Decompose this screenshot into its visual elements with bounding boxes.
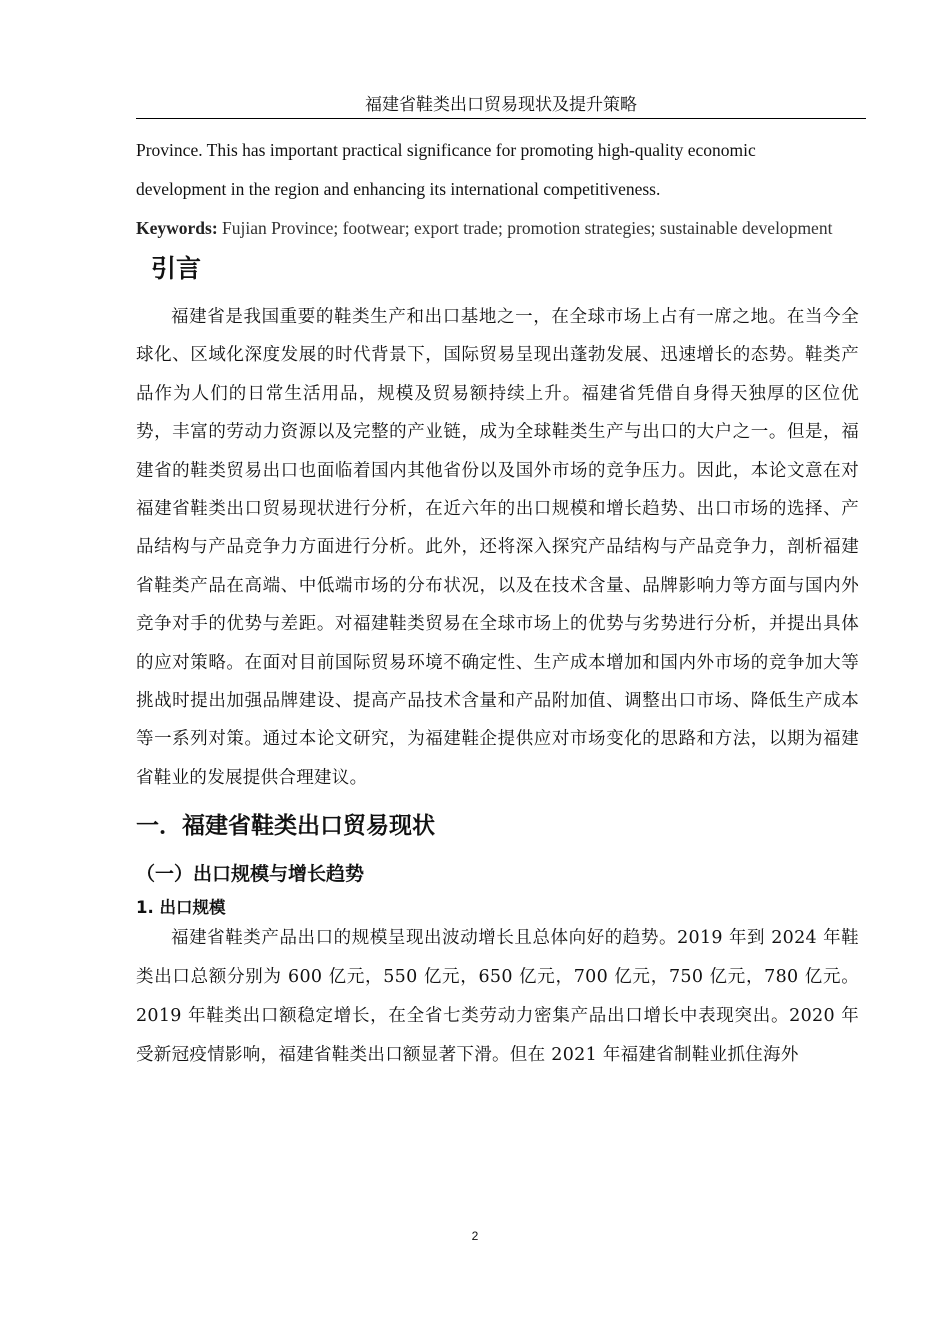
section-1-1-heading: （一）出口规模与增长趋势	[136, 863, 365, 886]
section-1-heading: 一．福建省鞋类出口贸易现状	[136, 813, 435, 840]
abstract-line-1: Province. This has important practical significance for promoting high-quality economic	[136, 140, 756, 160]
header-divider	[136, 118, 866, 119]
section-1-1-1-heading: 1. 出口规模	[136, 898, 226, 918]
intro-heading: 引言	[151, 254, 202, 283]
page-number: 2	[471, 1229, 479, 1243]
keywords-paragraph	[136, 209, 859, 248]
keywords-label: Keywords:	[136, 218, 218, 238]
page-content	[136, 131, 859, 1075]
keywords-text: Fujian Province; footwear; export trade; promotion strategies; sustainable development	[217, 218, 833, 238]
abstract-line-2: development in the region and enhancing its international competitiveness.	[136, 179, 661, 199]
intro-paragraph: 福建省是我国重要的鞋类生产和出口基地之一，在全球市场上占有一席之地。在当今全球化、区域化深度发展的时代背景下，国际贸易呈现出蓬勃发展、迅速增长的态势。鞋类产品作为人们的日常生活用品，规模及贸易额持续上升。福建省凭借自身得天独厚的区位优势，丰富的劳动力资源以及完整的产业链，成为全球鞋类生产与出口的大户之一。但是，福建省的鞋类贸易出口也面临着国内其他省份以及国外市场的竞争压力。因此，本论文意在对福建省鞋类出口贸易现状进行分析，在近六年的出口规模和增长趋势、出口市场的选择、产品结构与产品竞争力方面进行分析。此外，还将深入探究产品结构与产品竞争力，剖析福建省鞋类产品在高端、中低端市场的分布状况，以及在技术含量、品牌影响力等方面与国内外竞争对手的优势与差距。对福建鞋类贸易在全球市场上的优势与劣势进行分析，并提出具体的应对策略。在面对目前国际贸易环境不确定性、生产成本增加和国内外市场的竞争加大等挑战时提出加强品牌建设、提高产品技术含量和产品附加值、调整出口市场、降低生产成本等一系列对策。通过本论文研究，为福建鞋企提供应对市场变化的思路和方法，以期为福建省鞋业的发展提供合理建议。	[136, 307, 859, 788]
running-header-title: 福建省鞋类出口贸易现状及提升策略	[365, 95, 637, 115]
export-scale-paragraph: 福建省鞋类产品出口的规模呈现出波动增长且总体向好的趋势。2019 年到 2024 年鞋类出口总额分别为 600 亿元，550 亿元，650 亿元，700 亿元，750 亿元，780 亿元。2019 年鞋类出口额稳定增长，在全省七类劳动力密集产品出口增长中表现突出。2020 年受新冠疫情影响，福建省鞋类出口额显著下滑。但在 2021 年福建省制鞋业抓住海外	[136, 928, 859, 1066]
